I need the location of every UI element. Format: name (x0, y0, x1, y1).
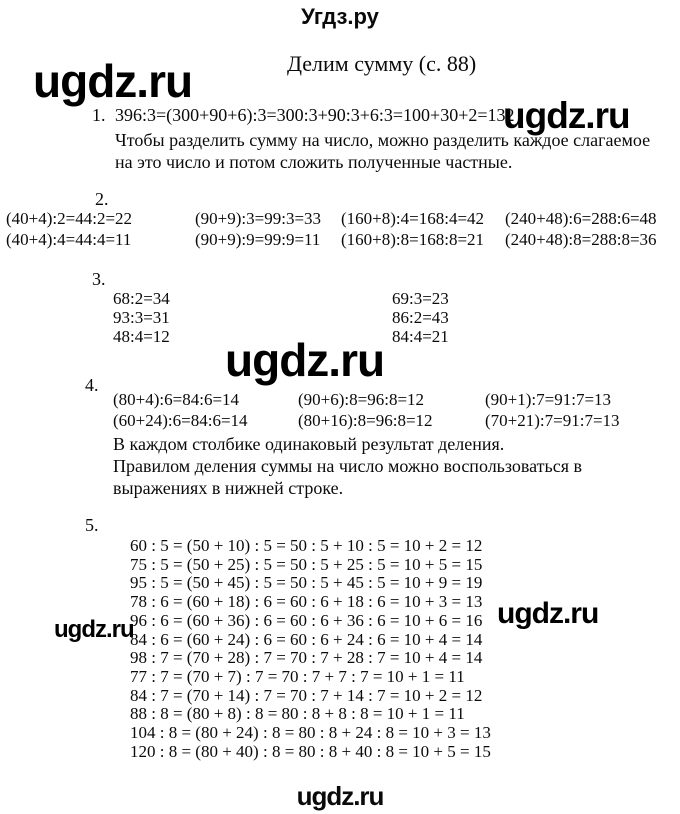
page-title: Делим сумму (с. 88) (287, 51, 477, 76)
task-5-line: 96 : 6 = (60 + 36) : 6 = 60 : 6 + 36 : 6 = 10 + 6 = 16 (130, 610, 483, 630)
task-4-cell: (80+4):6=84:6=14 (113, 390, 240, 409)
task-5-line: 104 : 8 = (80 + 24) : 8 = 80 : 8 + 24 : 8 = 10 + 3 = 13 (130, 723, 491, 743)
task-3-cell: 69:3=23 (392, 289, 449, 308)
task-4-note-line: выражениях в нижней строке. (113, 478, 344, 498)
task-1-note-line: Чтобы разделить сумму на число, можно разделить каждое слагаемое (115, 130, 651, 150)
task-5-line: 98 : 7 = (70 + 28) : 7 = 70 : 7 + 28 : 7 = 10 + 4 = 14 (130, 648, 483, 668)
task-2-cell: (40+4):4=44:4=11 (6, 230, 132, 249)
task-2-cell: (90+9):3=99:3=33 (195, 209, 322, 228)
watermark: ugdz.ru (497, 597, 599, 630)
task-2-cell: (240+48):6=288:6=48 (505, 209, 657, 228)
task-4-number: 4. (85, 375, 99, 395)
task-2-cell: (160+8):4=168:4=42 (341, 209, 485, 228)
task-2-cell: (90+9):9=99:9=11 (195, 230, 321, 249)
task-2-cell: (160+8):8=168:8=21 (341, 230, 485, 249)
watermark: ugdz.ru (33, 55, 193, 107)
watermark: ugdz.ru (54, 616, 134, 643)
task-5-line: 78 : 6 = (60 + 18) : 6 = 60 : 6 + 18 : 6 = 10 + 3 = 13 (130, 592, 483, 612)
task-5-line: 75 : 5 = (50 + 25) : 5 = 50 : 5 + 25 : 5 = 10 + 5 = 15 (130, 554, 483, 574)
task-2-cell: (40+4):2=44:2=22 (6, 209, 133, 228)
task-5-line: 77 : 7 = (70 + 7) : 7 = 70 : 7 + 7 : 7 = 10 + 1 = 11 (130, 666, 465, 686)
task-4-note-line: Правилом деления суммы на число можно воспользоваться в (113, 456, 583, 476)
task-3-cell: 48:4=12 (113, 327, 170, 346)
task-4-cell: (90+1):7=91:7=13 (485, 390, 612, 409)
task-5-line: 120 : 8 = (80 + 40) : 8 = 80 : 8 + 40 : 8 = 10 + 5 = 15 (130, 741, 491, 761)
footer-watermark: ugdz.ru (296, 781, 384, 811)
task-4-cell: (70+21):7=91:7=13 (485, 411, 620, 430)
task-3-cell: 84:4=21 (392, 327, 449, 346)
task-2-number: 2. (95, 189, 109, 209)
site-header: Угдз.ру (301, 4, 379, 29)
task-1-note-line: на это число и потом сложить полученные частные. (115, 152, 513, 172)
task-2-cell: (240+48):8=288:8=36 (505, 230, 657, 249)
task-3-cell: 93:3=31 (113, 308, 170, 327)
watermark: ugdz.ru (225, 334, 385, 386)
watermark: ugdz.ru (503, 95, 630, 136)
task-5-line: 84 : 6 = (60 + 24) : 6 = 60 : 6 + 24 : 6 = 10 + 4 = 14 (130, 629, 483, 649)
task-3-number: 3. (92, 269, 106, 289)
task-3-cell: 68:2=34 (113, 289, 170, 308)
task-5-line: 88 : 8 = (80 + 8) : 8 = 80 : 8 + 8 : 8 = 10 + 1 = 11 (130, 704, 465, 724)
task-3-cell: 86:2=43 (392, 308, 449, 327)
task-4-cell: (80+16):8=96:8=12 (298, 411, 433, 430)
task-4-cell: (60+24):6=84:6=14 (113, 411, 248, 430)
task-5-line: 60 : 5 = (50 + 10) : 5 = 50 : 5 + 10 : 5 = 10 + 2 = 12 (130, 536, 483, 555)
task-5-equations (130, 537, 491, 761)
task-1-number: 1. (92, 105, 106, 125)
task-5-number: 5. (85, 515, 99, 535)
task-4-note-line: В каждом столбике одинаковый результат деления. (113, 434, 505, 454)
task-5-line: 84 : 7 = (70 + 14) : 7 = 70 : 7 + 14 : 7 = 10 + 2 = 12 (130, 685, 483, 705)
task-4-cell: (90+6):8=96:8=12 (298, 390, 425, 409)
task-5-line: 95 : 5 = (50 + 45) : 5 = 50 : 5 + 45 : 5 = 10 + 9 = 19 (130, 573, 483, 593)
task-1-equation: 396:3=(300+90+6):3=300:3+90:3+6:3=100+30+2=132 (115, 105, 515, 125)
